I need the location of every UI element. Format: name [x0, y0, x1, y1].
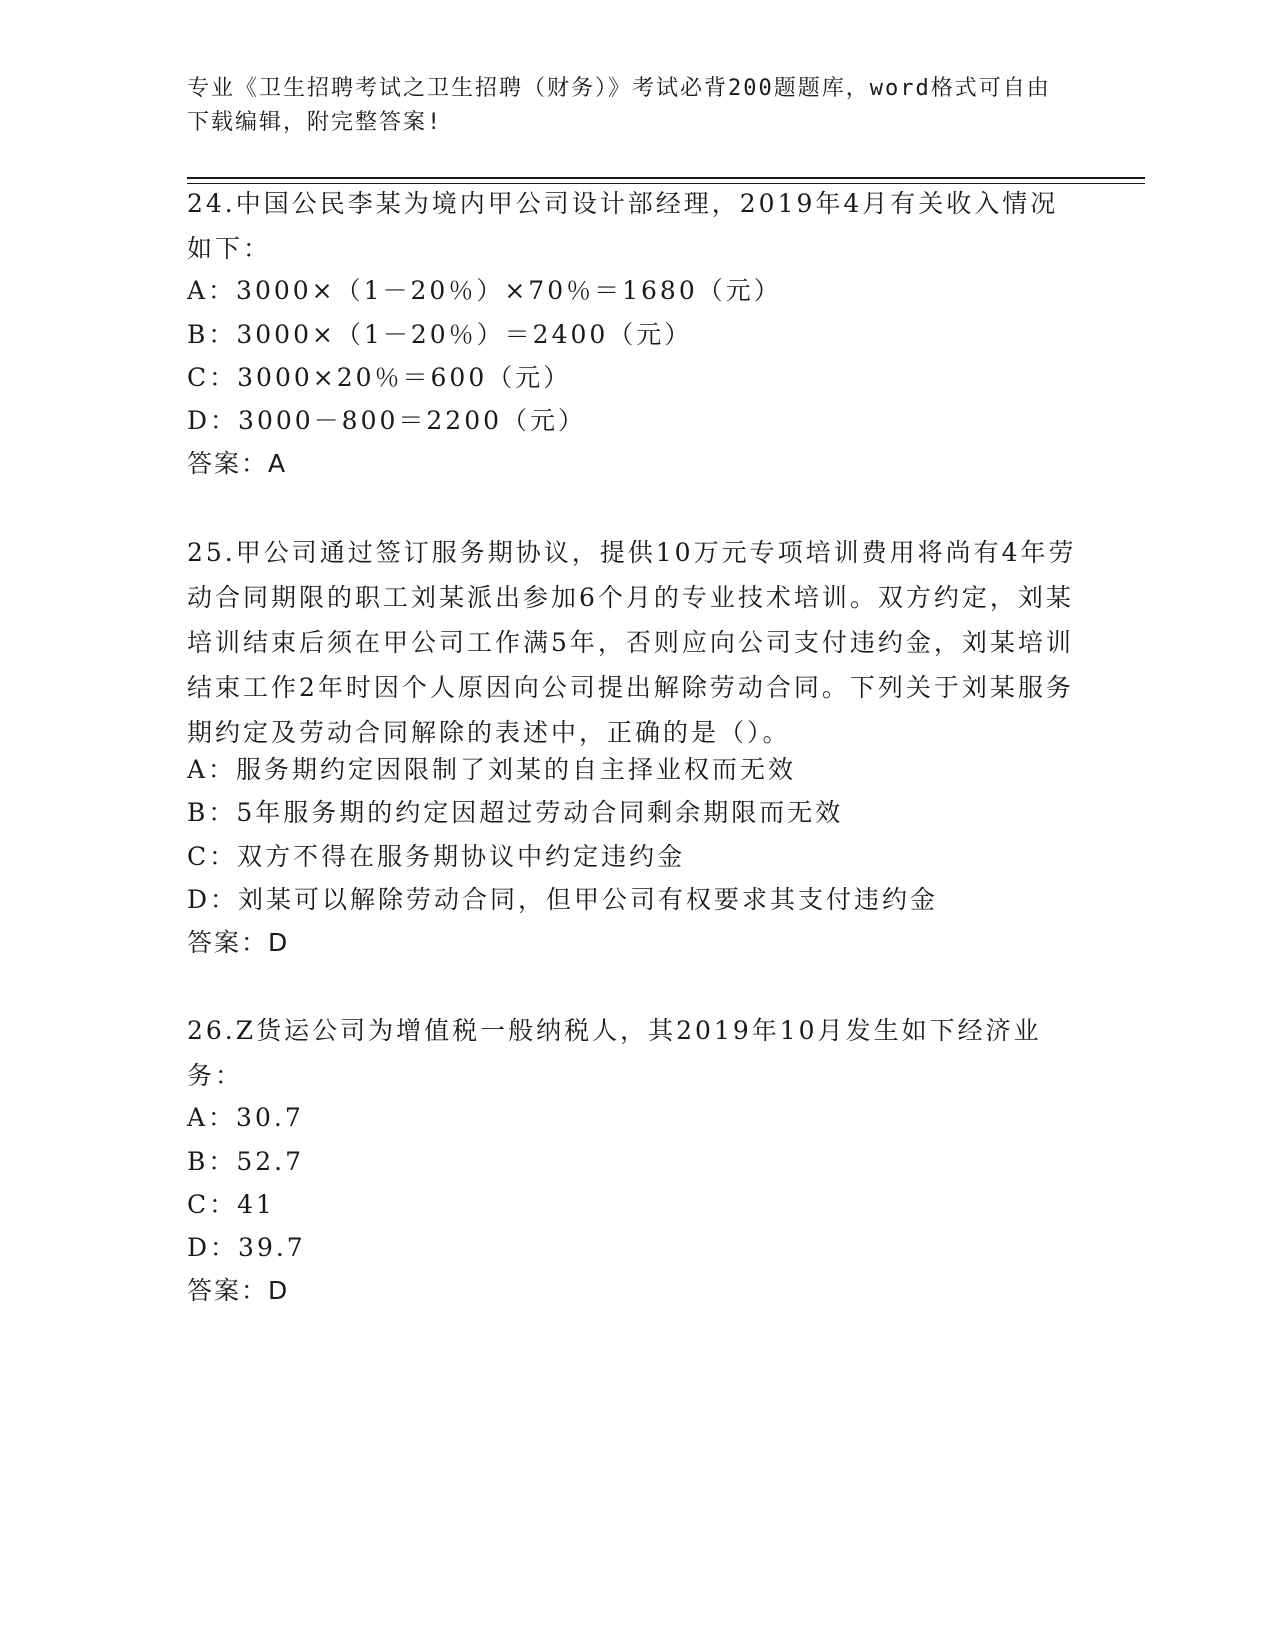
question-25-answer: 答案：D [187, 928, 290, 957]
question-24-answer: 答案：A [187, 449, 288, 478]
question-26-option-b: B：52.7 [187, 1147, 305, 1176]
question-26-stem: 26.Z货运公司为增值税一般纳税人，其2019年10月发生如下经济业务： [187, 1016, 1042, 1090]
question-25-option-d: D：刘某可以解除劳动合同，但甲公司有权要求其支付违约金 [187, 885, 939, 914]
question-25-option-c: C：双方不得在服务期协议中约定违约金 [187, 842, 686, 871]
question-26-answer: 答案：D [187, 1276, 290, 1305]
question-24-option-b: B：3000×（1－20％）＝2400（元） [187, 320, 693, 349]
question-24-option-c: C：3000×20％＝600（元） [187, 363, 572, 392]
question-24-stem: 24.中国公民李某为境内甲公司设计部经理，2019年4月有关收入情况如下： [187, 189, 1059, 263]
question-24-option-d: D：3000－800＝2200（元） [187, 406, 587, 435]
document-header: 专业《卫生招聘考试之卫生招聘（财务）》考试必背200题题库，word格式可自由下载编辑，附完整答案! [187, 76, 1051, 135]
question-25-option-b: B：5年服务期的约定因超过劳动合同剩余期限而无效 [187, 798, 844, 827]
question-24-option-a: A：3000×（1－20％）×70％＝1680（元） [187, 276, 782, 305]
header-rule-thick [187, 177, 1145, 179]
question-26-option-d: D：39.7 [187, 1233, 306, 1262]
question-25-stem: 25.甲公司通过签订服务期协议，提供10万元专项培训费用将尚有4年劳动合同期限的职工刘某派出参加6个月的专业技术培训。双方约定，刘某培训结束后须在甲公司工作满5年，否则应向公司支付违约金，刘某培训结束工作2年时因个人原因向公司提出解除劳动合同。下列关于刘某服务期约定及劳动合同解除的表述中，正确的是（）。 [187, 538, 1077, 747]
question-26-option-a: A：30.7 [187, 1103, 304, 1132]
question-26-option-c: C：41 [187, 1190, 275, 1219]
question-25-option-a: A：服务期约定因限制了刘某的自主择业权而无效 [187, 755, 797, 784]
